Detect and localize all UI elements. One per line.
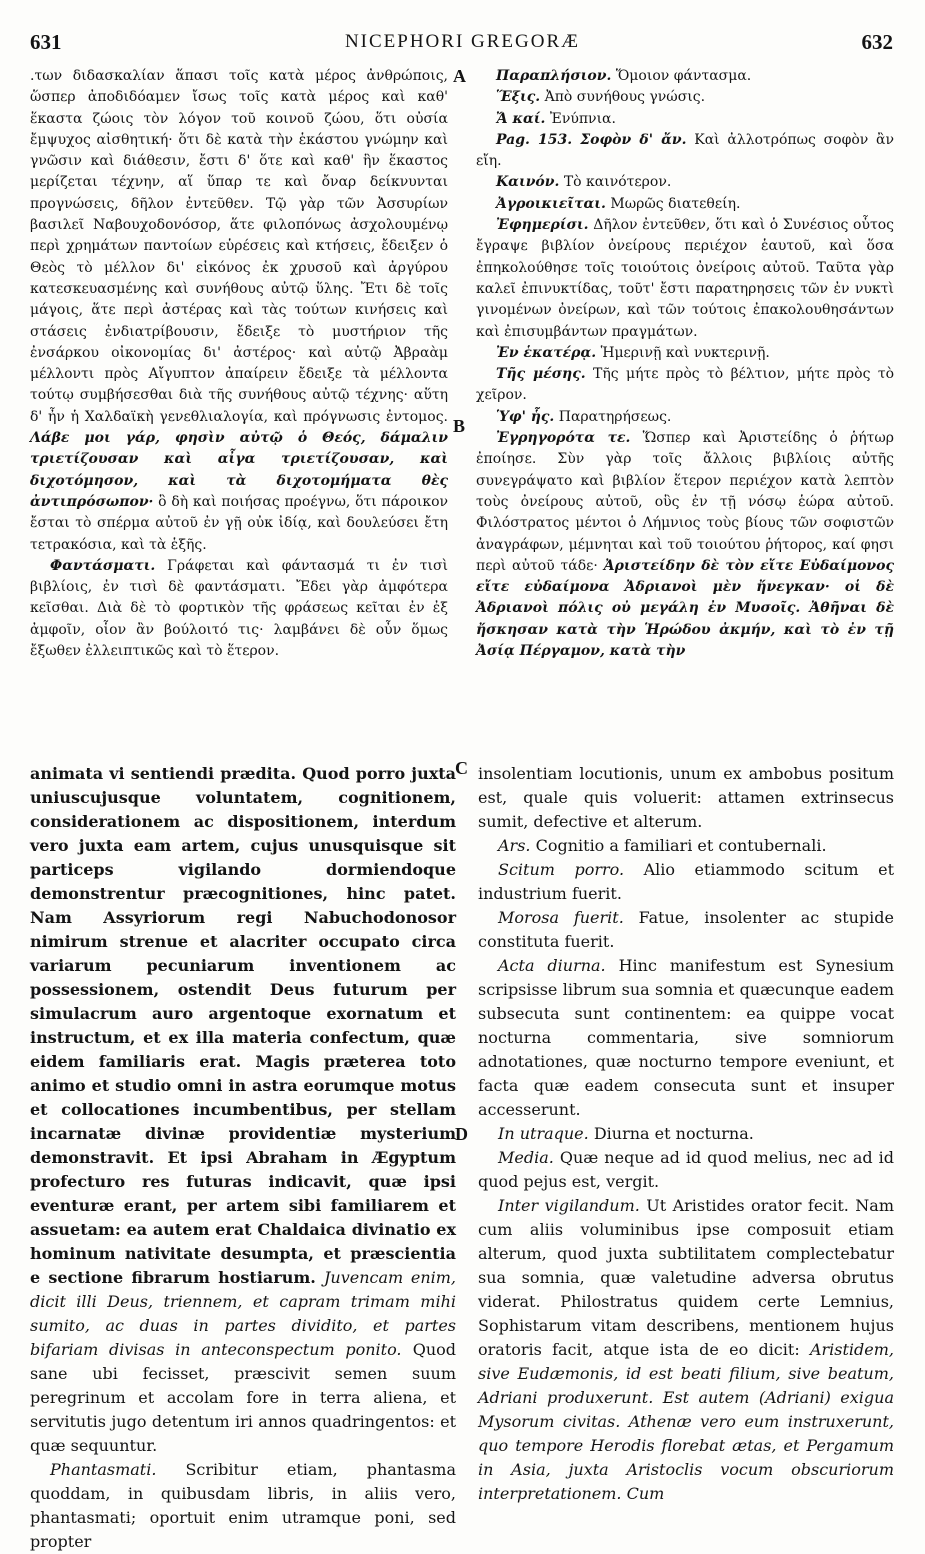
latin-note-lemma: Morosa fuerit.: [498, 908, 624, 927]
latin-note: [478, 834, 894, 858]
latin-note-text: Hinc manifestum est Synesium scripsisse librum sua somnia et quæcunque eadem subsecuta sunt continentem: ea quippe vocat nocturna commentaria, sive somniorum adnotationes, quæ nocturno tempore eveniunt, et facta quæ eadem consecuta sunt et insuper accesserunt.: [478, 956, 895, 1119]
greek-left-note: Γράφεται καὶ φάντασμά τι ἐν τισὶ βιβλίοις, ἐν τισὶ δὲ φαντάσματι. Ἔδει γὰρ ἀμφότερα κεῖσθαι. Διὰ δὲ τὸ φορτικὸν τῆς φράσεως κεῖται ἐν ἐξ ἀμφοῖν, οἷον ἂν βούλοιτό τις· λαμβάνει δὲ οὖν ὅμως ἔξωθεν ἐλλειπτικῶς καὶ τὸ ἕτερον.: [30, 557, 448, 660]
greek-note: [476, 343, 894, 364]
greek-note-lemma: Ἀγροικιεῖται.: [496, 195, 606, 212]
latin-note-lemma: Scitum porro.: [498, 860, 625, 879]
greek-note-text: Καὶ ἀλλοτρόπως σοφὸν ἂν εἴη.: [476, 131, 895, 170]
running-header: [0, 30, 925, 58]
greek-left-paragraph-2: [30, 556, 448, 662]
greek-note: [476, 172, 894, 193]
latin-note-text: Diurna et nocturna.: [593, 1124, 754, 1143]
greek-note-lemma: Ὑφ' ἧς.: [496, 408, 555, 425]
greek-left-text-end: ὃ δὴ καὶ ποιήσας προέγνω, ὅτι πάροικον ἔσται τὸ σπέρμα αὐτοῦ ἐν γῇ οὐκ ἰδίᾳ, καὶ δουλεύσει ἔτη τετρακόσια, καὶ τὰ ἑξῆς.: [30, 493, 449, 553]
latin-note: [478, 1122, 894, 1146]
latin-note: [478, 1146, 894, 1194]
latin-right-column: [478, 762, 894, 1532]
greek-left-lemma: Φαντάσματι.: [50, 557, 156, 574]
greek-left-quote: Λάβε μοι γάρ, φησὶν αὐτῷ ὁ Θεός, δάμαλιν τριετίζουσαν καὶ αἶγα τριετίζουσαν, καὶ διχοτόμησον, καὶ τὰ διχοτομήματα θὲς ἀντιπρόσωπον·: [30, 430, 448, 510]
latin-note: [478, 954, 894, 1122]
section-marker-c: C: [455, 758, 468, 778]
greek-left-text: .των διδασκαλίαν ἅπασι τοῖς κατὰ μέρος ἀνθρώποις, ὥσπερ ἀποδιδόαμεν ἴσως τοῖς κατὰ μέρος καὶ καθ' ἕκαστα ζώοις τὸν λόγον τοῦ κοινοῦ ζώου, ὅτι οὐσία ἔμψυχος αἰσθητική· ὅτι δὲ κατὰ τὴν ἑκάστου γνώμην καὶ γνῶσιν καὶ διάθεσιν, ἔστι δ' ὅτε καὶ καθ' ἣν ἕκαστος μερίζεται τέχνην, αἵ ὕπαρ τε καὶ ὄναρ δείκνυνται προγνώσεις, δῆλον ἐντεῦθεν. Τῷ γὰρ τῶν Ἀσσυρίων βασιλεῖ Ναβουχοδονόσορ, ἅτε φιλοπόνως ἀσχολουμένῳ περὶ χρημάτων παντοίων εὑρέσεις καὶ κτήσεις, ἔδειξεν ὁ Θεὸς τὸ μέλλον δι' εἰκόνος ἐκ χρυσοῦ καὶ ἀργύρου κατεσκευασμένης καὶ συνήθους αὐτῷ ὕλης. Ἔτι δὲ τοῖς μάγοις, ἅτε περὶ ἀστέρας καὶ τὰς τούτων κινήσεις καὶ στάσεις ἐνδιατρίβουσιν, ἔδειξε τὸ μυστήριον τῆς ἐνσάρκου οἰκονομίας δι' ἀστέρος· καὶ αὐτῷ Ἀβραὰμ μέλλοντι πρὸς Αἴγυπτον ἀπαίρειν ἔδειξε τὰ μέλλοντα τούτῳ συμβήσεσθαι διὰ τῆς συνήθους αὐτῷ τέχνης· αὕτη δ' ἦν ἡ Χαλδαϊκὴ γενεθλιαλογία, καὶ πρόγνωσις ἐντομος.: [30, 68, 448, 425]
greek-note-text: Μωρῶς διατεθείη.: [610, 195, 741, 212]
latin-note-lemma: Inter vigilandum.: [498, 1196, 640, 1215]
latin-left-paragraph-2: [30, 1458, 456, 1554]
page-number-right: 632: [861, 30, 893, 54]
greek-note: [476, 130, 894, 173]
latin-right-text: insolentiam locutionis, unum ex ambobus positum est, quale quis voluerit: attamen extrinsecus sumit, defective et alterum.: [478, 764, 894, 831]
greek-note-text: Τὸ καινότερον.: [563, 174, 672, 191]
page-number-left: 631: [30, 30, 62, 54]
latin-right-continuation: [478, 762, 894, 834]
greek-note: [476, 407, 894, 428]
greek-note-text: Ἀπὸ συνήθους γνώσις.: [544, 89, 706, 106]
greek-note-lemma: Ἄ καί.: [496, 110, 546, 127]
latin-note-text: Alio etiammodo scitum et industrium fuerit.: [478, 860, 895, 903]
latin-left-quote: Juvencam enim, dicit illi Deus, triennem, et capram trimam mihi sumito, ac duas in partes dividito, et partes bifariam divisas in anteconspectum ponito.: [30, 1268, 456, 1359]
greek-note-text: Δῆλον ἐντεῦθεν, ὅτι καὶ ὁ Συνέσιος οὗτος ἔγραψε βιβλίον ὀνείρους περιέχον ἑαυτοῦ, καὶ ὅσα ἐπηκολούθησε τοῖς τοιούτοις ὀνείροις αὐτοῦ. Ταῦτα γὰρ καλεῖ ἐπινυκτίδας, τοῦτ' ἔστι παρατηρησεις τῶν ἐν νυκτὶ γινομένων ὀνείρων, καὶ τῶν τούτοις ἐπακολουθησάντων καὶ ἐπισυμβάντων πραγμάτων.: [476, 217, 894, 340]
latin-left-text: animata vi sentiendi prædita. Quod porro juxta uniuscujusque voluntatem, cognitionem, considerationem ac dispositionem, interdum vero juxta eam artem, cujus unusquisque sit particeps vigilando dormiendoque demonstrentur præcognitiones, hinc patet. Nam Assyriorum regi Nabuchodonosor nimirum strenue et alacriter occupato circa variarum pecuniarum inventionem ac possessionem, ostendit Deus futurum per simulacrum auro argentoque exornatum et instructum, et ex illa materia confectum, quæ eidem familiaris erat. Magis præterea toto animo et studio omni in astra eorumque motus et collocationes incumbentibus, per stellam incarnatæ divinæ providentiæ mysterium demonstravit. Et ipsi Abraham in Ægyptum profecturo res futuras indicavit, quæ ipsi eventuræ erant, per artem sibi familiarem et assuetam: ea autem erat Chaldaica divinatio ex hominum nativitate desumpta, et præscientia e sectione fibrarum hostiarum.: [30, 764, 456, 1287]
greek-left-paragraph-1: [30, 66, 448, 556]
running-title: NICEPHORI GREGORÆ: [344, 31, 581, 52]
greek-note: [476, 66, 894, 87]
latin-note-text: Fatue, insolenter ac stupide constituta fuerit.: [478, 908, 894, 951]
latin-left-column: [30, 762, 456, 1551]
greek-note: [476, 428, 894, 662]
greek-note: [476, 364, 894, 407]
latin-note-text: Cognitio a familiari et contubernali.: [535, 836, 827, 855]
latin-left-lemma: Phantasmati.: [50, 1460, 157, 1479]
latin-left-text-end: Quod sane ubi fecisset, præscivit semen suum peregrinum et accolam fore in terra aliena, et servitutis jugo detentum iri annos quadringentos: et quæ sequuntur.: [30, 1340, 456, 1455]
latin-left-note: Scribitur etiam, phantasma quoddam, in quibusdam libris, in aliis vero, phantasmati; oportuit enim utramque poni, sed propter: [30, 1460, 456, 1551]
greek-note-lemma: Ἐν ἑκατέρᾳ.: [496, 344, 597, 361]
section-marker-a: A: [453, 66, 466, 86]
greek-note: [476, 87, 894, 108]
greek-note-text: Τῆς μήτε πρὸς τὸ βέλτιον, μήτε πρὸς τὸ χεῖρον.: [476, 366, 895, 404]
greek-right-column: [476, 66, 894, 748]
greek-note-lemma: Ἐγρηγορότα τε.: [496, 430, 631, 447]
latin-note: [478, 906, 894, 954]
greek-note-lemma: Καινόν.: [496, 174, 560, 191]
latin-note: [478, 858, 894, 906]
greek-note-text: Ὅμοιον φάντασμα.: [615, 68, 752, 84]
section-marker-d: D: [455, 1124, 468, 1144]
latin-note-quote: Aristidem, sive Eudæmonis, id est beati filium, sive beatum, Adriani produxerunt. Est autem (Adriani) exigua Mysorum civitas. Athenæ vero eum instruxerunt, quo tempore Herodis florebat ætas, et Pergamum in Asia, juxta Aristoclis vocum obscuriorum interpretationem. Cum: [478, 1340, 895, 1503]
greek-note-text: Ἐνύπνια.: [549, 110, 616, 127]
greek-note-text: Ὥσπερ καὶ Ἀριστείδης ὁ ῥήτωρ ἐποίησε. Σὺν γὰρ τοῖς ἄλλοις βιβλίοις αὐτῆς συνεγράψατο καὶ βιβλίον ἕτερον περιέχον κατὰ λεπτὸν τοὺς ὀνείρους αὐτοῦ, οὓς ἐν τῇ νόσῳ ἑώρα αὐτοῦ. Φιλόστρατος μέντοι ὁ Λήμνιος τοὺς βίους τῶν σοφιστῶν ἀναγράφων, μέμνηται καὶ τοῦ τοιούτου ῥήτορος, καί φησι περὶ αὐτοῦ τάδε·: [476, 430, 894, 574]
latin-note-lemma: In utraque.: [498, 1124, 589, 1143]
section-marker-b: B: [453, 416, 466, 436]
latin-note: [478, 1194, 894, 1506]
latin-note-lemma: Acta diurna.: [498, 956, 606, 975]
greek-left-column: [30, 66, 448, 748]
greek-note-text: Ἡμερινῇ καὶ νυκτερινῇ.: [600, 344, 770, 361]
latin-note-text: Quæ neque ad id quod melius, nec ad id quod pejus est, vergit.: [478, 1148, 894, 1191]
greek-note-quote: Ἀριστείδην δὲ τὸν εἴτε Εὐδαίμονος εἴτε εὐδαίμονα Ἀδριανοὶ μὲν ἤνεγκαν· οἱ δὲ Ἀδριανοὶ πόλις οὐ μεγάλη ἐν Μυσοῖς. Ἀθῆναι δὲ ἤσκησαν κατὰ τὴν Ἡρώδου ἀκμήν, καὶ τὸ ἐν τῇ Ἀσίᾳ Πέργαμον, κατὰ τὴν: [476, 557, 894, 660]
greek-note-lemma: Παραπλήσιον.: [496, 68, 612, 84]
greek-note-text: Παρατηρήσεως.: [558, 408, 672, 425]
greek-note: [476, 109, 894, 130]
greek-note-lemma: Ἐφημερίσι.: [496, 217, 589, 234]
latin-note-lemma: Ars.: [498, 836, 531, 855]
greek-note-lemma: Τῆς μέσης.: [496, 366, 586, 383]
greek-note: [476, 215, 894, 343]
latin-note-text: Ut Aristides orator fecit. Nam cum aliis voluminibus ipse composuit etiam alterum, quod juxta subtilitatem complectebatur sua somnia, quæ valetudine adversa obrutus viderat. Philostratus quidem certe Lemnius, Sophistarum vitam describens, mentionem hujus oratoris facit, atque ista de eo dicit:: [478, 1196, 894, 1359]
greek-note-lemma: Pag. 153. Σοφὸν δ' ἄν.: [496, 131, 687, 148]
latin-left-paragraph-1: [30, 762, 456, 1458]
greek-note-lemma: Ἕξις.: [496, 89, 541, 106]
latin-note-lemma: Media.: [498, 1148, 554, 1167]
greek-note: [476, 194, 894, 215]
